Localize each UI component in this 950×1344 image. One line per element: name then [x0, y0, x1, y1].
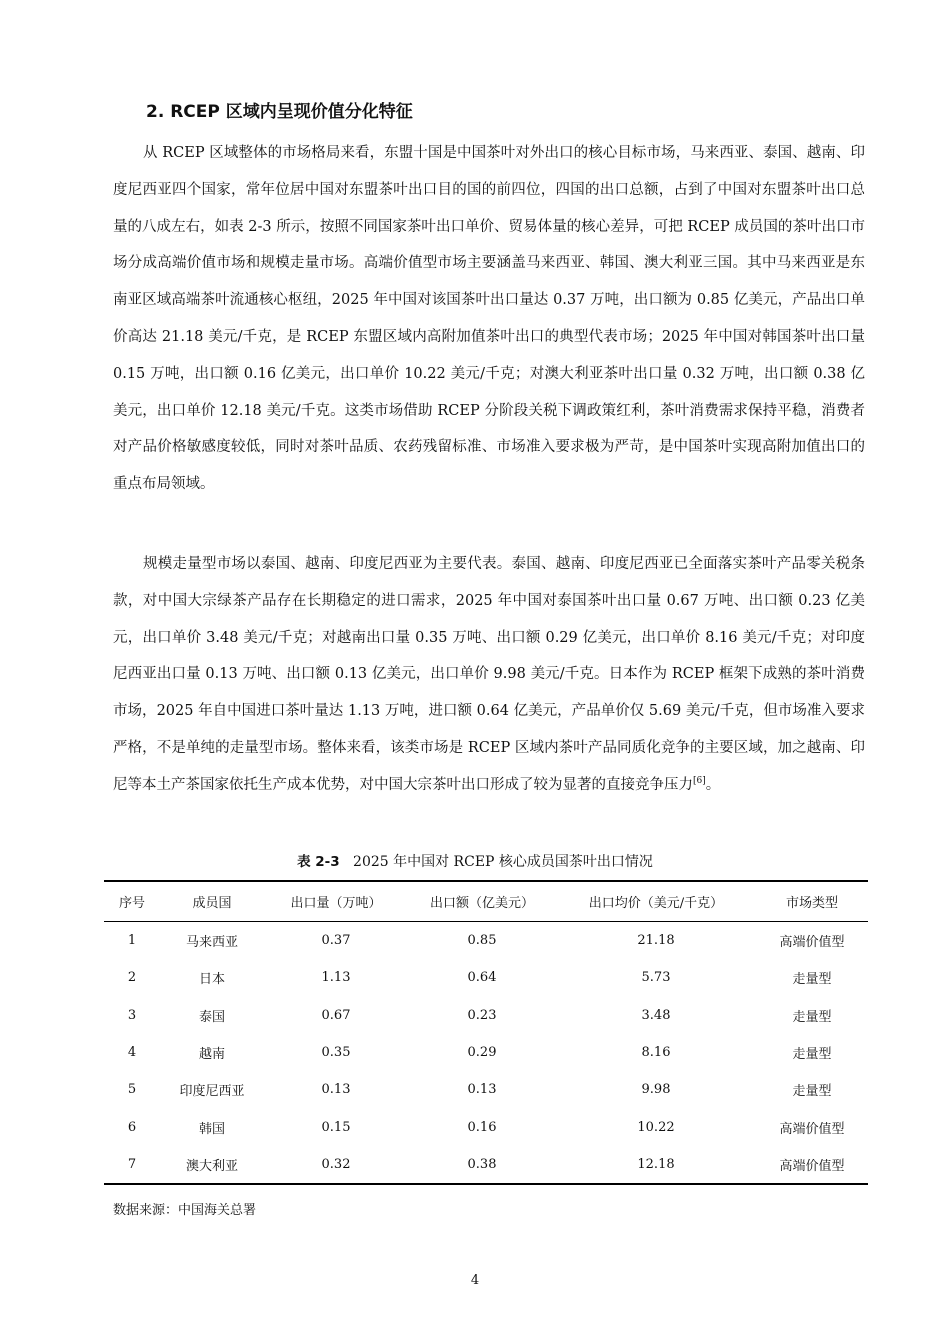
table-row	[104, 1034, 868, 1071]
column-header: 市场类型	[785, 896, 838, 911]
table-cell: 3	[127, 1007, 137, 1023]
table-cell: 日本	[198, 972, 225, 988]
table-cell: 走量型	[792, 1084, 832, 1100]
table-cell: 高端价值型	[779, 1121, 845, 1137]
table-cell: 6	[127, 1119, 137, 1135]
table-cell: 韩国	[198, 1121, 225, 1137]
table-cell: 2	[127, 970, 137, 986]
table-row	[104, 922, 868, 960]
table-cell: 1	[127, 933, 137, 949]
table-header-row	[104, 881, 868, 922]
column-header: 序号	[118, 896, 145, 911]
table-cell: 0.67	[321, 1007, 351, 1023]
column-header: 出口量（万吨）	[290, 896, 382, 911]
table-cell: 8.16	[641, 1045, 671, 1061]
table-cell: 1.13	[321, 970, 351, 986]
table-cell: 泰国	[198, 1009, 225, 1025]
export-table	[104, 880, 868, 1185]
section-heading: 2. RCEP 区域内呈现价值分化特征	[146, 102, 413, 122]
page-number: 4	[470, 1273, 480, 1288]
table-cell: 印度尼西亚	[179, 1084, 245, 1100]
body-paragraph: 从 RCEP 区域整体的市场格局来看，东盟十国是中国茶叶对外出口的核心目标市场，马来西亚、泰国、越南、印度尼西亚四个国家，常年位居中国对东盟茶叶出口目的国的前四位，四国的出口总额，占到了中国对东盟茶叶出口总量的八成左右，如表 2-3 所示，按照不同国家茶叶出口单价、贸易体量的核心差异，可把 RCEP 成员国的茶叶出口市场分成高端价值市场和规模走量市场。高端价值型市场主要涵盖马来西亚、韩国、澳大利亚三国。其中马来西亚是东南亚区域高端茶叶流通核心枢纽，2025 年中国对该国茶叶出口量达 0.37 万吨，出口额为 0.85 亿美元，产品出口单价高达 21.18 美元/千克，是 RCEP 东盟区域内高附加值茶叶出口的典型代表市场；2025 年中国对韩国茶叶出口量 0.15 万吨，出口额 0.16 亿美元，出口单价 10.22 美元/千克；对澳大利亚茶叶出口量 0.32 万吨，出口额 0.38 亿美元，出口单价 12.18 美元/千克。这类市场借助 RCEP 分阶段关税下调政策红利，茶叶消费需求保持平稳，消费者对产品价格敏感度较低，同时对茶叶品质、农药残留标准、市场准入要求极为严苛，是中国茶叶实现高附加值出口的重点布局领域。	[113, 145, 865, 493]
table-cell: 0.32	[321, 1156, 351, 1172]
table-cell: 3.48	[641, 1007, 671, 1023]
column-header: 出口均价（美元/千克）	[588, 896, 724, 911]
table-cell: 越南	[198, 1047, 225, 1063]
data-source-note: 数据来源：中国海关总署	[113, 1203, 257, 1218]
table-cell: 10.22	[637, 1119, 675, 1135]
table-cell: 澳大利亚	[185, 1158, 238, 1174]
table-cell: 5.73	[641, 970, 671, 986]
table-cell: 7	[127, 1156, 137, 1172]
table-cell: 0.37	[321, 933, 351, 949]
table-row	[104, 1108, 868, 1145]
table-cell: 走量型	[792, 1009, 832, 1025]
table-cell: 12.18	[637, 1156, 675, 1172]
paragraph-text: 规模走量型市场以泰国、越南、印度尼西亚为主要代表。泰国、越南、印度尼西亚已全面落实茶叶产品零关税条款，对中国大宗绿茶产品存在长期稳定的进口需求，2025 年中国对泰国茶叶出口量 0.67 万吨、出口额 0.23 亿美元，出口单价 3.48 美元/千克；对越南出口量 0.35 万吨、出口额 0.29 亿美元，出口单价 8.16 美元/千克；对印度尼西亚出口量 0.13 万吨、出口额 0.13 亿美元，出口单价 9.98 美元/千克。日本作为 RCEP 框架下成熟的茶叶消费市场，2025 年自中国进口茶叶量达 1.13 万吨，进口额 0.64 亿美元，产品单价仅 5.69 美元/千克，但市场准入要求严格，不是单纯的走量型市场。整体来看，该类市场是 RCEP 区域内茶叶产品同质化竞争的主要区域，加之越南、印尼等本土产茶国家依托生产成本优势，对中国大宗茶叶出口形成了较为显著的直接竞争压力	[113, 556, 865, 793]
table-cell: 0.13	[467, 1082, 497, 1098]
table-cell: 0.85	[467, 933, 497, 949]
table-cell: 0.16	[467, 1119, 497, 1135]
table-cell: 5	[127, 1082, 137, 1098]
table-caption	[0, 850, 950, 871]
table-title: 2025 年中国对 RCEP 核心成员国茶叶出口情况	[353, 854, 653, 870]
column-header: 出口额（亿美元）	[429, 896, 534, 911]
table-row	[104, 1146, 868, 1184]
table-cell: 高端价值型	[779, 1158, 845, 1174]
table-cell: 高端价值型	[779, 935, 845, 951]
table-cell: 0.13	[321, 1082, 351, 1098]
paragraph-end: 。	[705, 776, 721, 793]
table-row	[104, 997, 868, 1034]
table-row	[104, 959, 868, 996]
table-cell: 21.18	[637, 933, 675, 949]
table-cell: 0.38	[467, 1156, 497, 1172]
table-row	[104, 1071, 868, 1108]
citation-marker: [6]	[693, 775, 706, 786]
table-number: 表 2-3	[297, 854, 340, 870]
table-cell: 0.64	[467, 970, 497, 986]
table-cell: 0.29	[467, 1045, 497, 1061]
table-cell: 0.15	[321, 1119, 351, 1135]
table-cell: 0.35	[321, 1045, 351, 1061]
body-paragraph	[113, 546, 865, 804]
table-cell: 马来西亚	[185, 935, 238, 951]
table-cell: 走量型	[792, 972, 832, 988]
table-cell: 0.23	[467, 1007, 497, 1023]
table-cell: 9.98	[641, 1082, 671, 1098]
table-cell: 4	[127, 1045, 137, 1061]
column-header: 成员国	[192, 896, 232, 911]
table-cell: 走量型	[792, 1047, 832, 1063]
